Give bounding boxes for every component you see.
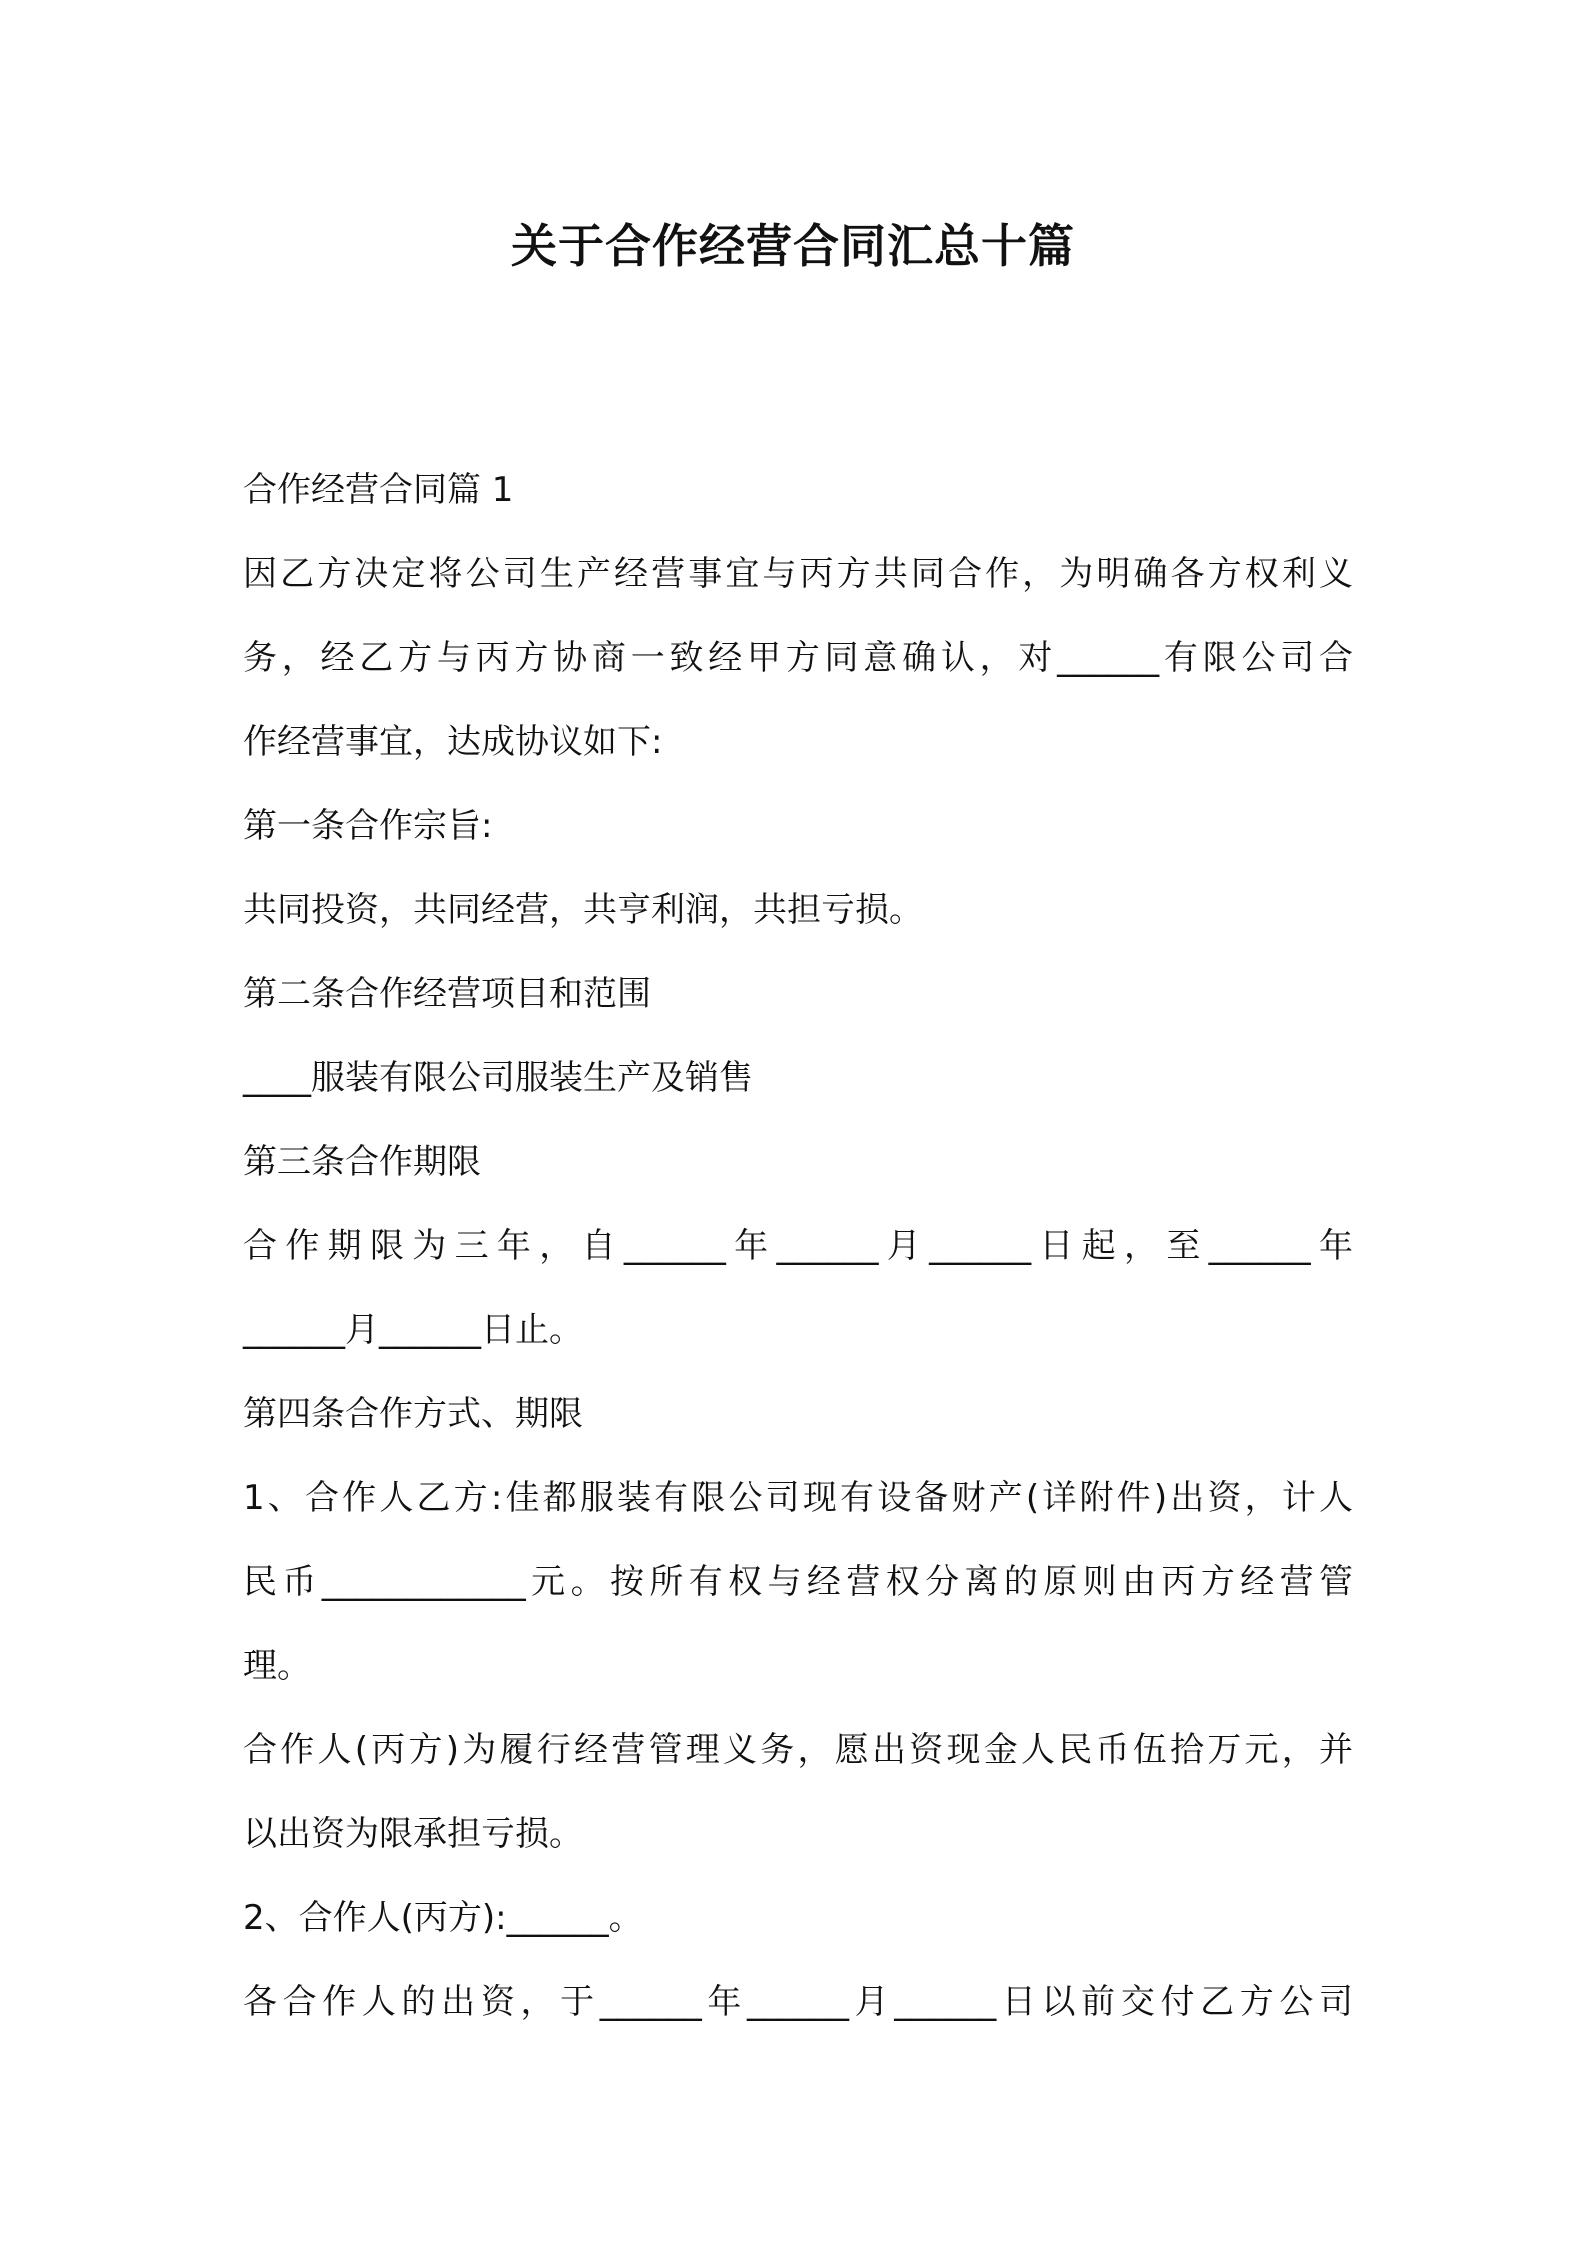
paragraph-line: ____服装有限公司服装生产及销售 bbox=[243, 1058, 753, 1098]
paragraph-line: 因乙方决定将公司生产经营事宜与丙方共同合作，为明确各方权利义 bbox=[243, 554, 1353, 594]
article-heading: 第四条合作方式、期限 bbox=[243, 1394, 583, 1434]
article-heading: 第三条合作期限 bbox=[243, 1142, 481, 1182]
paragraph-line: ______月______日止。 bbox=[243, 1310, 583, 1350]
paragraph-line: 理。 bbox=[243, 1646, 311, 1686]
article-heading: 第二条合作经营项目和范围 bbox=[243, 974, 651, 1014]
article-heading: 第一条合作宗旨: bbox=[243, 806, 493, 846]
paragraph-line: 1、合作人乙方:佳都服装有限公司现有设备财产(详附件)出资，计人 bbox=[243, 1478, 1353, 1518]
document-title: 关于合作经营合同汇总十篇 bbox=[511, 219, 1075, 273]
paragraph-line: 合作期限为三年，自______年______月______日起，至______年 bbox=[243, 1226, 1353, 1266]
section-heading: 合作经营合同篇 1 bbox=[243, 470, 514, 510]
document-body bbox=[243, 448, 1353, 2044]
paragraph-line: 民币____________元。按所有权与经营权分离的原则由丙方经营管 bbox=[243, 1562, 1353, 1602]
paragraph-line: 作经营事宜，达成协议如下: bbox=[243, 722, 663, 762]
paragraph-line: 务，经乙方与丙方协商一致经甲方同意确认，对______有限公司合 bbox=[243, 638, 1353, 678]
paragraph-line: 合作人(丙方)为履行经营管理义务，愿出资现金人民币伍拾万元，并 bbox=[243, 1730, 1353, 1770]
paragraph-line: 2、合作人(丙方):______。 bbox=[243, 1898, 643, 1938]
paragraph-line: 共同投资，共同经营，共亨利润，共担亏损。 bbox=[243, 890, 923, 930]
paragraph-line: 以出资为限承担亏损。 bbox=[243, 1814, 583, 1854]
paragraph-line: 各合作人的出资，于______年______月______日以前交付乙方公司 bbox=[243, 1982, 1353, 2022]
